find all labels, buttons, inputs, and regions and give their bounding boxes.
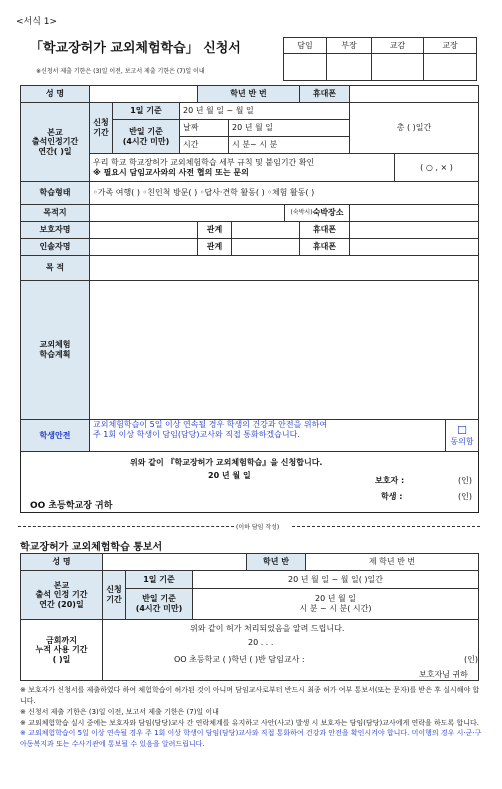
leader-relation-label: 관계 xyxy=(197,238,232,256)
leader-label: 인솔자명 xyxy=(20,238,90,256)
approval-teacher-header: 담임 xyxy=(283,37,327,54)
leader-field[interactable] xyxy=(89,238,198,256)
leader-relation-field[interactable] xyxy=(231,238,300,256)
approval-teacher-sign[interactable] xyxy=(283,53,327,81)
footnote-2: ※ 신청서 제출 기한은 (3)일 이전, 보고서 제출 기한은 (7)일 이내 xyxy=(20,707,219,716)
notice-day-basis-label: 1일 기준 xyxy=(125,570,193,589)
phone-field[interactable] xyxy=(349,85,479,103)
apply-statement: 위와 같이 『학교장허가 교외체험학습』을 신청합니다. xyxy=(130,458,323,467)
guardian-sign-label: 보호자 : xyxy=(375,476,405,485)
lodging-small: (숙박시) xyxy=(290,209,313,217)
approval-vice-header: 교감 xyxy=(371,37,424,54)
type-options[interactable]: ◦가족 여행( ) ◦친인척 방문( ) ◦답사·견학 활동( ) ◦체험 활동( ) xyxy=(89,181,479,205)
rule-note-text: ※ 필요시 담임교사와의 사전 협의 또는 문의 xyxy=(93,167,249,177)
form-number: <서식 1> xyxy=(16,17,58,27)
agree-label: 동의함 xyxy=(450,437,474,447)
day-basis-field[interactable]: 20 년 월 일 ~ 월 일 xyxy=(179,102,350,120)
notice-count-label: 금회까지 누적 사용 기간 ( )일 xyxy=(20,619,103,681)
notice-apply-label: 신청 기간 xyxy=(102,570,126,620)
apply-date: 20 년 월 일 xyxy=(208,471,251,480)
notice-seal[interactable]: (인) xyxy=(464,655,478,664)
date-word: 날짜 xyxy=(179,119,229,137)
apply-period-label: 신청 기간 xyxy=(89,102,113,154)
name-field[interactable] xyxy=(89,85,198,103)
notice-title: 학교장허가 교외체험학습 통보서 xyxy=(20,542,163,553)
attendance-label: 본교 출석인정기간 연간( )일 xyxy=(20,102,90,182)
agree-checkbox[interactable]: ☐ xyxy=(457,424,467,438)
footnote-4: ※ 교외체험학습이 5일 이상 연속될 경우 주 1회 이상 학생이 담임(담당)교사와 직접 통화하여 건강과 안전을 확인시켜야 합니다. 미이행의 경우 시·군·구 아동복지과 또는 수사기관에 통보될 수 있음을 알려드립니다. xyxy=(20,729,482,749)
approval-head-header: 부장 xyxy=(326,37,372,54)
application-title: 「학교장허가 교외체험학습」 신청서 xyxy=(30,41,241,56)
approval-principal-header: 교장 xyxy=(423,37,477,54)
safety-text-1: 교외체험학습이 5일 이상 연속될 경우 학생의 건강과 안전을 위하여 xyxy=(93,420,328,429)
destination-label: 목적지 xyxy=(20,204,90,222)
notice-date: 20 . . . xyxy=(248,638,274,647)
notice-half-label: 반일 기준 (4시간 미만) xyxy=(125,588,193,620)
agree-cell[interactable] xyxy=(445,419,479,452)
approval-vice-sign[interactable] xyxy=(371,53,424,81)
half-day-time-field[interactable]: 시 분~ 시 분 xyxy=(228,136,350,154)
rule-check-text: 우리 학교 학교장허가 교외체험학습 세부 규칙 및 붙임기간 확인 xyxy=(93,157,315,167)
guardian-relation-label: 관계 xyxy=(197,221,232,239)
footnotes xyxy=(20,685,482,750)
footnote-1: ※ 보호자가 신청서를 제출하였다 하여 체험학습이 허가된 것이 아니며 담임교사로부터 반드시 최종 허가 여부 통보서(또는 문자)를 받은 후 실시해야 합니다. xyxy=(20,686,480,705)
type-label: 학습형태 xyxy=(20,181,90,205)
plan-label: 교외체험 학습계획 xyxy=(20,280,90,420)
guardian-field[interactable] xyxy=(89,221,198,239)
rule-check-cell xyxy=(89,153,395,182)
approval-head-sign[interactable] xyxy=(326,53,372,81)
safety-label: 학생안전 xyxy=(20,419,90,452)
principal-addressee: OO 초등학교장 귀하 xyxy=(30,501,113,511)
student-seal[interactable]: (인) xyxy=(458,492,472,501)
lodging-label: 숙박장소 xyxy=(312,208,344,218)
purpose-label: 목 적 xyxy=(20,255,90,281)
notice-day-field[interactable]: 20 년 월 일 ~ 월 일( )일간 xyxy=(192,570,479,589)
purpose-field[interactable] xyxy=(89,255,479,281)
guardian-phone-label: 휴대폰 xyxy=(299,221,350,239)
approval-principal-sign[interactable] xyxy=(423,53,477,81)
divider-right xyxy=(292,526,480,527)
rule-ox-field[interactable]: ( ○ , × ) xyxy=(394,153,479,182)
plan-field[interactable] xyxy=(89,280,479,420)
notice-teacher-line: OO 초등학교 ( )학년 ( )반 담임교사 : xyxy=(174,655,305,664)
leader-phone-field[interactable] xyxy=(349,238,479,256)
footnote-3: ※ 교외체험학습 실시 중에는 보호자와 담임(담당)교사 간 연락체계를 유지하고 사안(사고) 발생 시 보호자는 담임(담당)교사에게 연락을 하도록 합니다. xyxy=(20,718,480,727)
safety-text-2: 주 1회 이상 학생이 담임(담당)교사와 직접 통화하겠습니다. xyxy=(93,429,300,439)
leader-phone-label: 휴대폰 xyxy=(299,238,350,256)
time-word: 시간 xyxy=(179,136,229,154)
notice-half-cell[interactable] xyxy=(192,588,479,620)
half-day-date-field[interactable]: 20 년 월 일 xyxy=(228,119,350,137)
notice-class-label: 학년 반 xyxy=(246,553,306,571)
class-label: 학년 반 번 xyxy=(197,85,300,103)
notice-half-time: 시 분 ~ 시 분( 시간) xyxy=(299,604,372,613)
guardian-phone-field[interactable] xyxy=(349,221,479,239)
notice-class-field[interactable]: 제 학년 반 번 xyxy=(305,553,479,571)
divider-label: (이하 담임 작성) xyxy=(236,524,280,531)
guardian-relation-field[interactable] xyxy=(231,221,300,239)
guardian-label: 보호자명 xyxy=(20,221,90,239)
notice-statement: 위와 같이 허가 처리되었음을 알려 드립니다. xyxy=(190,624,345,633)
phone-label: 휴대폰 xyxy=(299,85,350,103)
application-note: ※신청서 제출 기한은 (3)일 이전, 보고서 제출 기한은 (7)일 이내 xyxy=(36,68,205,75)
notice-half-date: 20 년 월 일 xyxy=(315,594,356,604)
total-days-field[interactable]: 총 ( )일간 xyxy=(349,102,479,154)
notice-name-field[interactable] xyxy=(102,553,247,571)
divider-left xyxy=(18,526,234,527)
destination-field[interactable] xyxy=(89,204,285,222)
notice-parent: 보호자님 귀하 xyxy=(419,670,468,679)
student-sign-label: 학생 : xyxy=(381,492,403,501)
safety-text-cell xyxy=(89,419,446,452)
half-day-label: 반일 기준 (4시간 미만) xyxy=(112,119,180,154)
guardian-seal[interactable]: (인) xyxy=(458,476,472,485)
lodging-field[interactable] xyxy=(349,204,479,222)
notice-attend-label: 본교 출석 인정 기간 연간 (20)일 xyxy=(20,570,103,620)
notice-name-label: 성 명 xyxy=(20,553,103,571)
name-label: 성 명 xyxy=(20,85,90,103)
lodging-label-cell xyxy=(284,204,350,222)
day-basis-label: 1일 기준 xyxy=(112,102,180,120)
